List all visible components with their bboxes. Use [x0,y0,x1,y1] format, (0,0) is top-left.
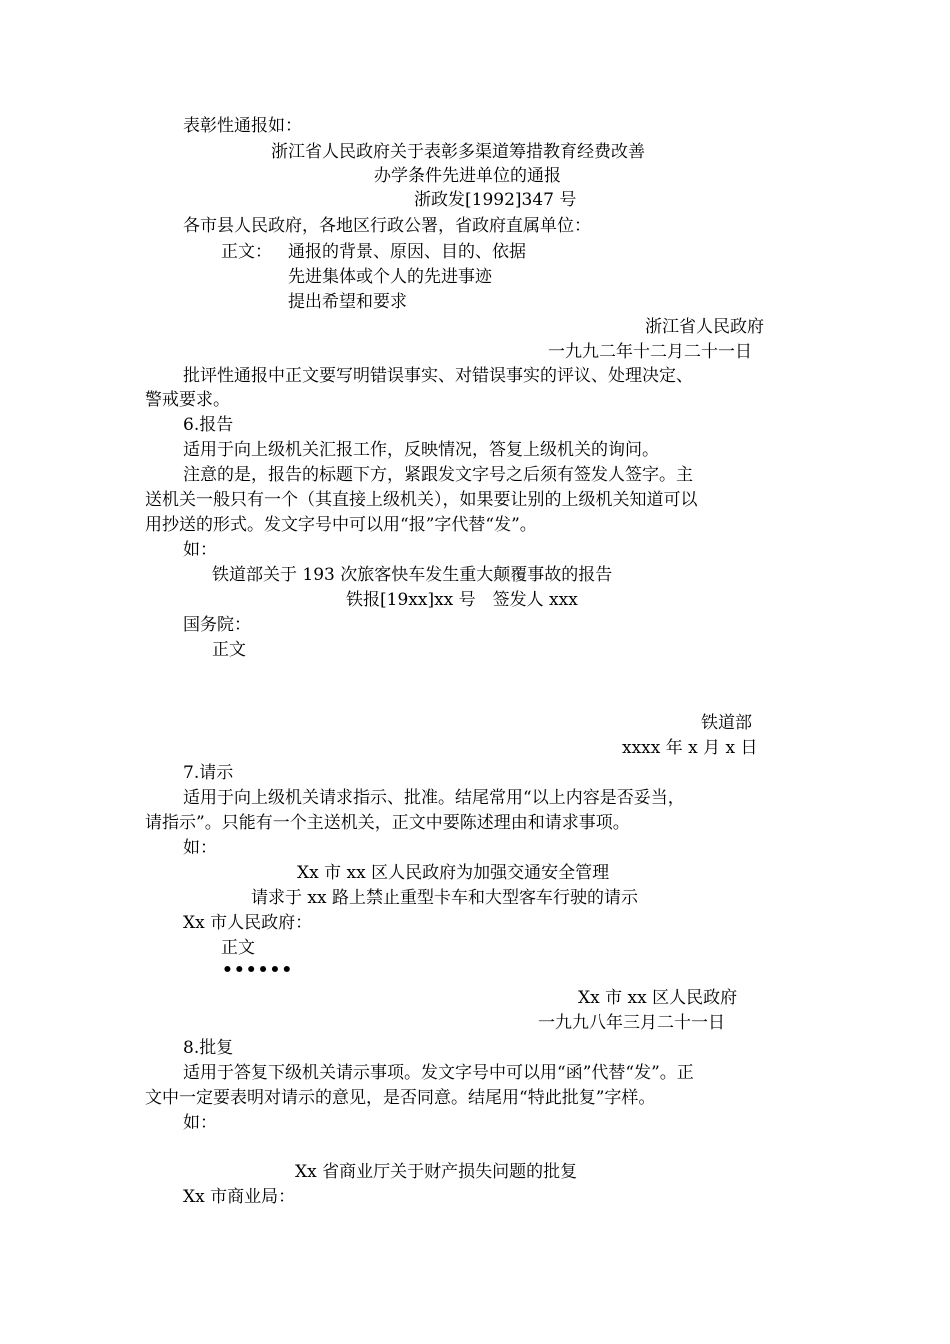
text-line: 适用于向上级机关请求指示、批准。结尾常用“以上内容是否妥当， [183,788,685,808]
text-line: 请指示”。只能有一个主送机关，正文中要陈述理由和请求事项。 [145,813,630,833]
text-line: 适用于答复下级机关请示事项。发文字号中可以用“函”代替“发”。正 [183,1063,694,1083]
notice-title-line-1: 浙江省人民政府关于表彰多渠道筹措教育经费改善 [271,142,645,162]
text-line: 提出希望和要求 [288,292,407,312]
issuer: Xx 市 xx 区人民政府 [578,988,738,1008]
text-line: 用抄送的形式。发文字号中可以用“报”字代替“发”。 [145,515,537,535]
recipients: Xx 市商业局： [183,1187,296,1207]
text-line: 如： [183,540,217,560]
report-title: 铁道部关于 193 次旅客快车发生重大颠覆事故的报告 [212,565,613,585]
text-line: 如： [183,1113,217,1133]
issuer: 铁道部 [701,713,752,733]
document-number: 铁报[19xx]xx 号 签发人 xxx [346,590,578,610]
body-label: 正文 [221,938,255,958]
request-title-line-2: 请求于 xx 路上禁止重型卡车和大型客车行驶的请示 [251,888,638,908]
recipients: Xx 市人民政府： [183,913,313,933]
reply-title: Xx 省商业厅关于财产损失问题的批复 [295,1162,578,1182]
notice-title-line-2: 办学条件先进单位的通报 [374,166,561,186]
section-heading: 8.批复 [183,1038,234,1058]
text-line: 表彰性通报如： [183,116,302,136]
text-line: 送机关一般只有一个（其直接上级机关），如果要让别的上级机关知道可以 [145,490,698,510]
section-heading: 7.请示 [183,763,234,783]
recipients: 国务院： [183,615,251,635]
text-line: 通报的背景、原因、目的、依据 [288,242,526,262]
text-line: 先进集体或个人的先进事迹 [288,267,492,287]
request-title-line-1: Xx 市 xx 区人民政府为加强交通安全管理 [297,863,610,883]
ellipsis: •••••• [222,960,294,980]
text-line: 如： [183,838,217,858]
text-line: 批评性通报中正文要写明错误事实、对错误事实的评议、处理决定、 [183,366,693,386]
issue-date: xxxx 年 x 月 x 日 [622,738,758,758]
text-line: 适用于向上级机关汇报工作，反映情况，答复上级机关的询问。 [183,440,659,460]
issue-date: 一九九二年十二月二十一日 [548,342,752,362]
section-heading: 6.报告 [183,415,234,435]
recipients: 各市县人民政府，各地区行政公署，省政府直属单位： [183,216,591,236]
issuer: 浙江省人民政府 [645,317,764,337]
text-line: 警戒要求。 [145,390,230,410]
document-number: 浙政发[1992]347 号 [414,190,577,210]
text-line: 文中一定要表明对请示的意见，是否同意。结尾用“特此批复”字样。 [145,1088,656,1108]
body-label: 正文 [212,640,246,660]
body-label: 正文： [221,242,272,262]
issue-date: 一九九八年三月二十一日 [538,1013,725,1033]
text-line: 注意的是，报告的标题下方，紧跟发文字号之后须有签发人签字。主 [183,465,693,485]
